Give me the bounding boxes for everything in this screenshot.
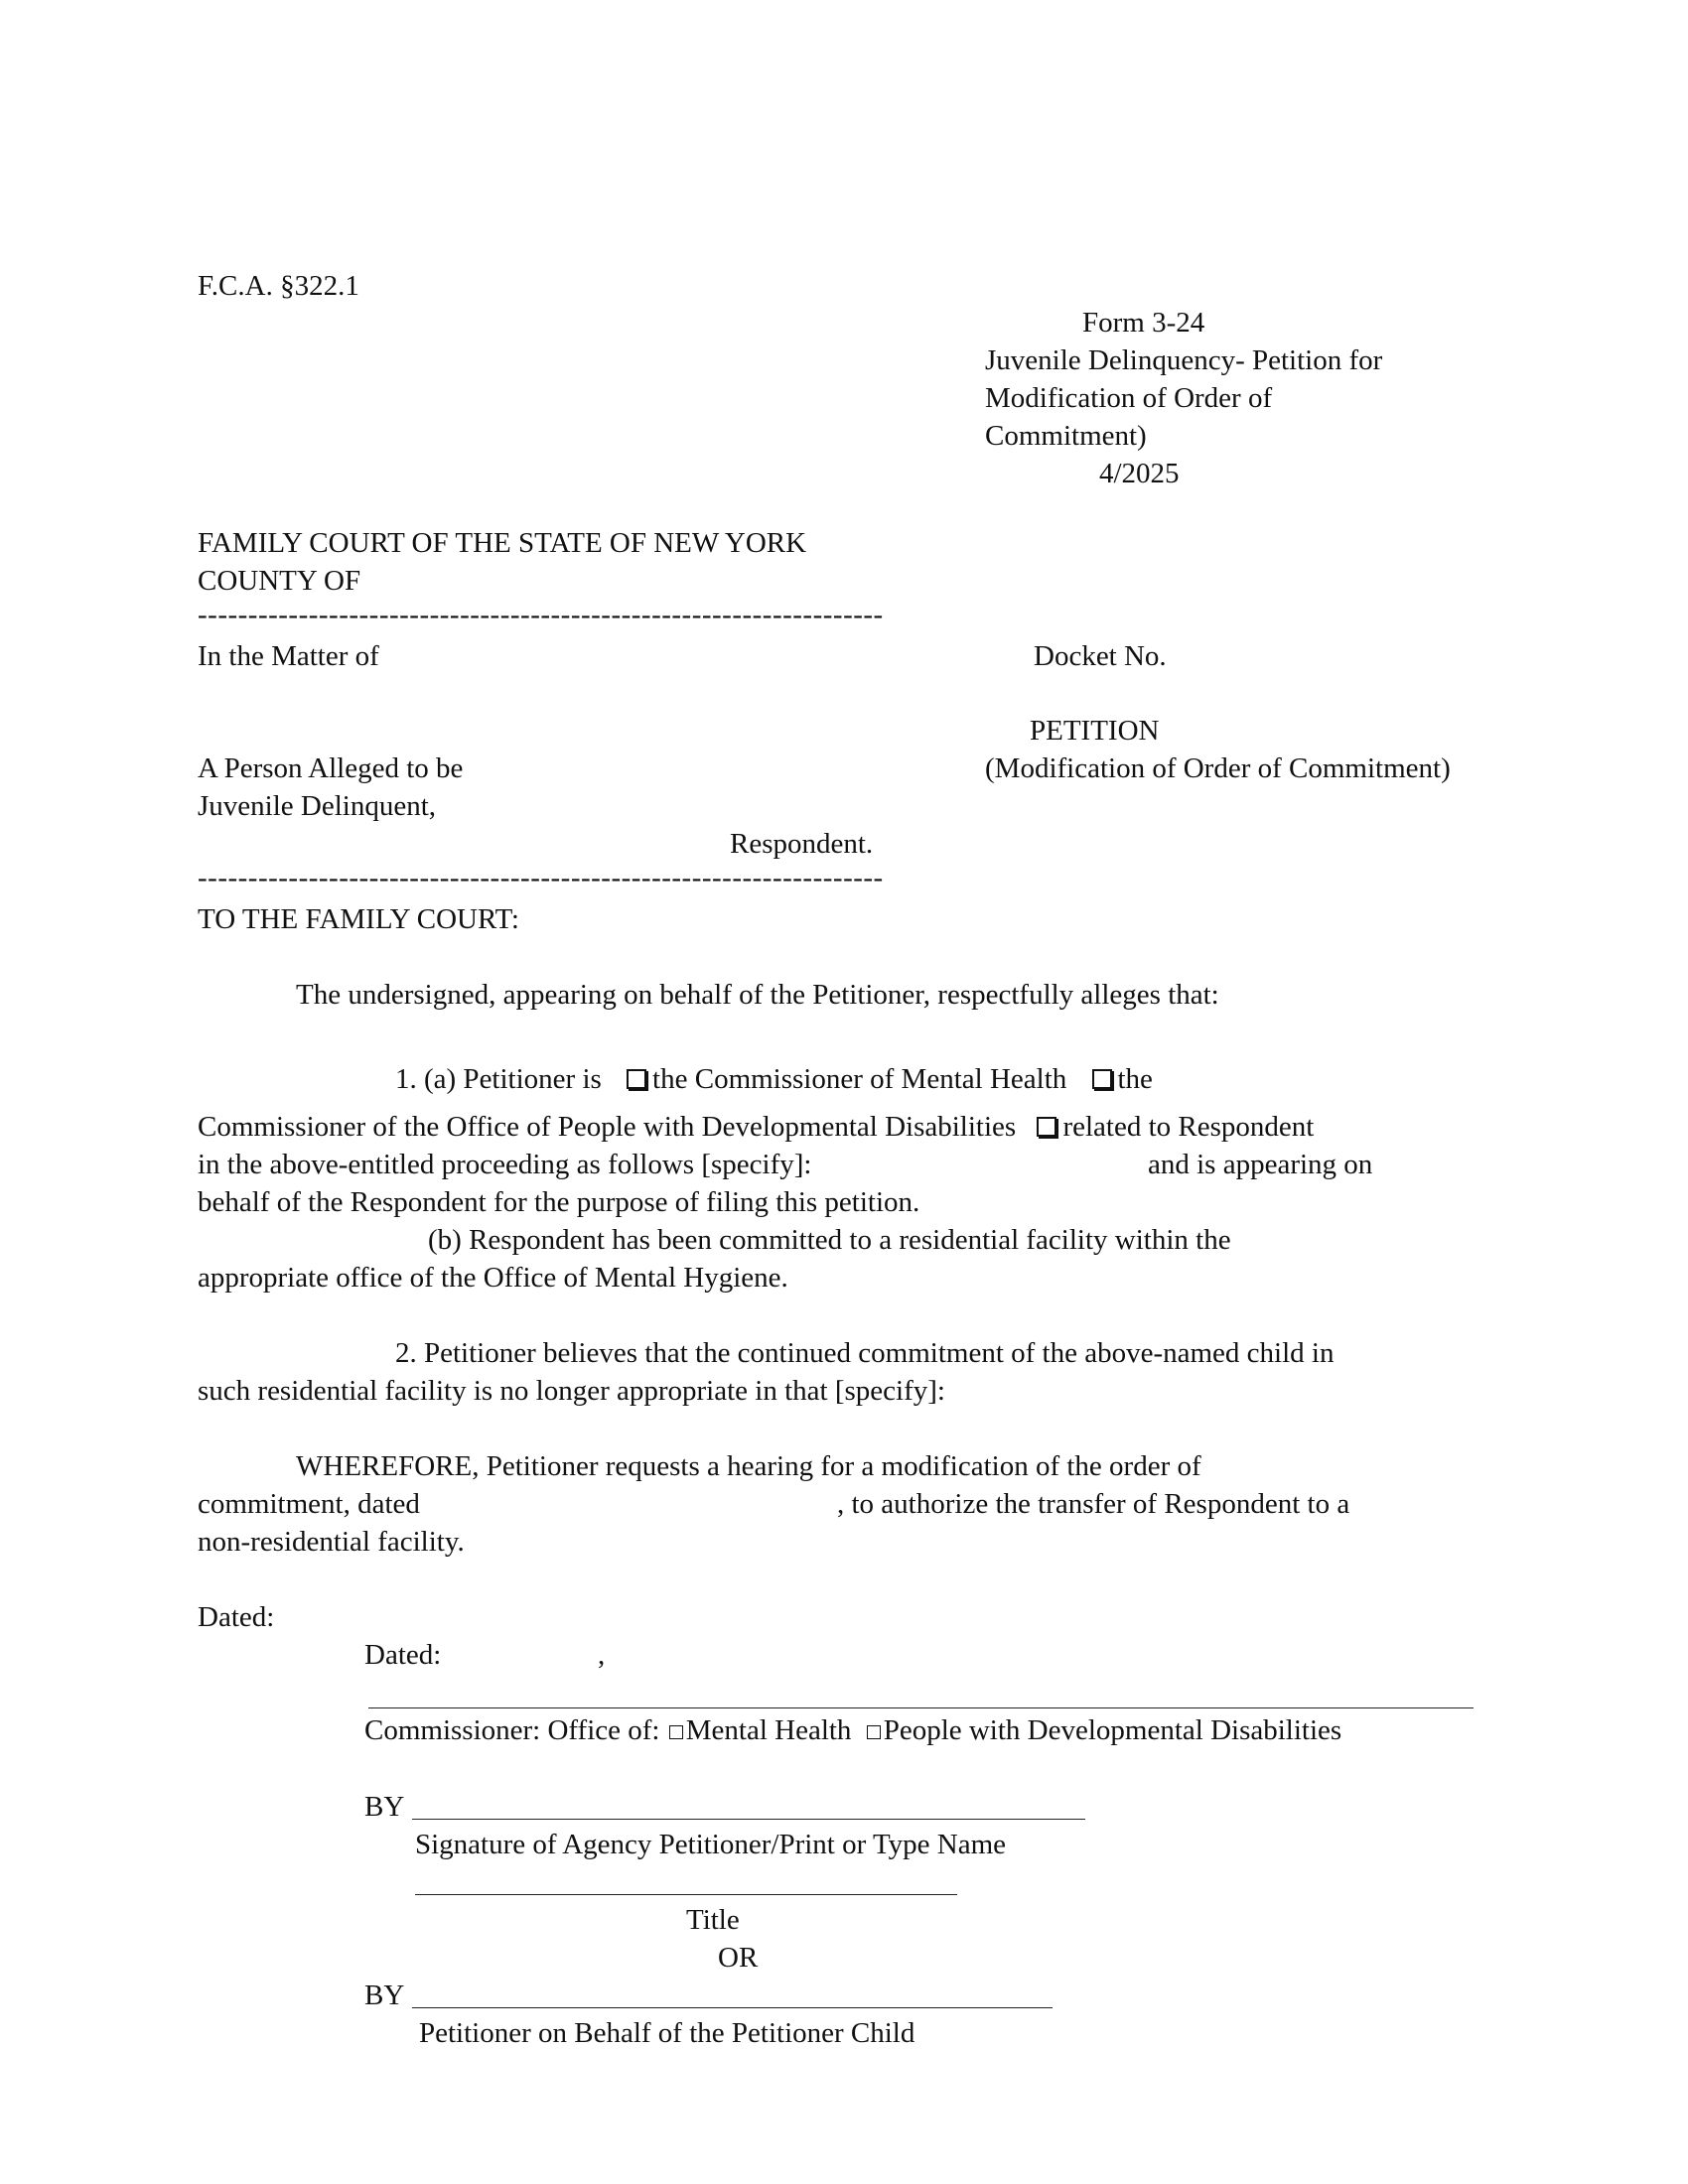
form-title-line-2: Modification of Order of <box>985 382 1273 414</box>
dated-label-2: Dated: <box>364 1639 442 1671</box>
paragraph-1a-line-3a: in the above-entitled proceeding as follows [specify]: <box>198 1149 812 1180</box>
wherefore-line-2b: , to authorize the transfer of Respondent to a <box>837 1488 1350 1520</box>
title-line[interactable] <box>415 1894 957 1895</box>
court-name: FAMILY COURT OF THE STATE OF NEW YORK <box>198 527 807 559</box>
paragraph-1a-line-3b: and is appearing on <box>1148 1149 1373 1180</box>
respondent-label: Respondent. <box>730 828 874 860</box>
wherefore-line-2a: commitment, dated <box>198 1488 420 1520</box>
option-commissioner-opwdd: Commissioner of the Office of People with Developmental Disabilities <box>198 1111 1017 1143</box>
person-alleged-line-1: A Person Alleged to be <box>198 752 464 784</box>
paragraph-2-line-1: 2. Petitioner believes that the continued commitment of the above-named child in <box>395 1337 1335 1369</box>
paragraph-1a-line-1 <box>395 1065 1153 1094</box>
form-number: Form 3-24 <box>1082 307 1205 339</box>
statute-reference: F.C.A. §322.1 <box>198 270 359 302</box>
commissioner-office-line <box>364 1716 1341 1745</box>
wherefore-line-1: WHEREFORE, Petitioner requests a hearing for a modification of the order of <box>296 1450 1201 1482</box>
option-the: the <box>1117 1063 1153 1095</box>
option-office-mental-health: Mental Health <box>685 1714 852 1746</box>
form-title-line-3: Commitment) <box>985 420 1147 452</box>
petition-subtitle: (Modification of Order of Commitment) <box>985 752 1451 784</box>
caption-divider-top: -------------------------------------------------------------------- <box>198 599 884 630</box>
child-petitioner-signature-line[interactable] <box>412 2007 1053 2008</box>
signature-agency-label: Signature of Agency Petitioner/Print or Type Name <box>415 1829 1007 1860</box>
checkbox-related-to-respondent[interactable] <box>1037 1117 1056 1137</box>
petitioner-child-label: Petitioner on Behalf of the Petitioner Child <box>419 2017 915 2049</box>
checkbox-office-mental-health[interactable] <box>669 1725 683 1739</box>
option-office-people-dd: People with Developmental Disabilities <box>883 1714 1342 1746</box>
option-related-to-respondent: related to Respondent <box>1062 1111 1315 1143</box>
petition-title: PETITION <box>1030 715 1160 747</box>
county-label: COUNTY OF <box>198 565 361 597</box>
commissioner-signature-line[interactable] <box>368 1707 1474 1708</box>
docket-number-label: Docket No. <box>1034 640 1167 672</box>
paragraph-1a-lead: 1. (a) Petitioner is <box>395 1063 602 1095</box>
dated-label-1: Dated: <box>198 1601 275 1633</box>
in-the-matter-of: In the Matter of <box>198 640 379 672</box>
paragraph-1b-line-2: appropriate office of the Office of Mental Hygiene. <box>198 1262 788 1294</box>
agency-signature-line[interactable] <box>412 1819 1085 1820</box>
form-date: 4/2025 <box>1099 458 1180 489</box>
title-label: Title <box>686 1904 740 1936</box>
dated-comma: , <box>598 1639 606 1671</box>
checkbox-commissioner-opwdd[interactable] <box>1092 1069 1112 1089</box>
wherefore-line-3: non-residential facility. <box>198 1526 465 1558</box>
paragraph-1a-line-4: behalf of the Respondent for the purpose of filing this petition. <box>198 1186 920 1218</box>
intro-paragraph: The undersigned, appearing on behalf of the Petitioner, respectfully alleges that: <box>296 979 1219 1011</box>
checkbox-commissioner-mental-health[interactable] <box>627 1069 646 1089</box>
paragraph-1b-line-1: (b) Respondent has been committed to a residential facility within the <box>428 1224 1231 1256</box>
by-label-1: BY <box>364 1791 405 1823</box>
by-label-2: BY <box>364 1979 405 2011</box>
option-commissioner-mental-health: the Commissioner of Mental Health <box>652 1063 1067 1095</box>
or-label: OR <box>718 1942 759 1974</box>
to-the-family-court: TO THE FAMILY COURT: <box>198 903 519 935</box>
paragraph-2-line-2: such residential facility is no longer appropriate in that [specify]: <box>198 1375 945 1407</box>
form-title-line-1: Juvenile Delinquency- Petition for <box>985 344 1383 376</box>
commissioner-prefix: Commissioner: Office of: <box>364 1714 660 1746</box>
checkbox-office-people-dd[interactable] <box>867 1725 881 1739</box>
paragraph-1a-line-2 <box>198 1113 1314 1142</box>
person-alleged-line-2: Juvenile Delinquent, <box>198 790 437 822</box>
caption-divider-bottom: -------------------------------------------------------------------- <box>198 862 884 893</box>
